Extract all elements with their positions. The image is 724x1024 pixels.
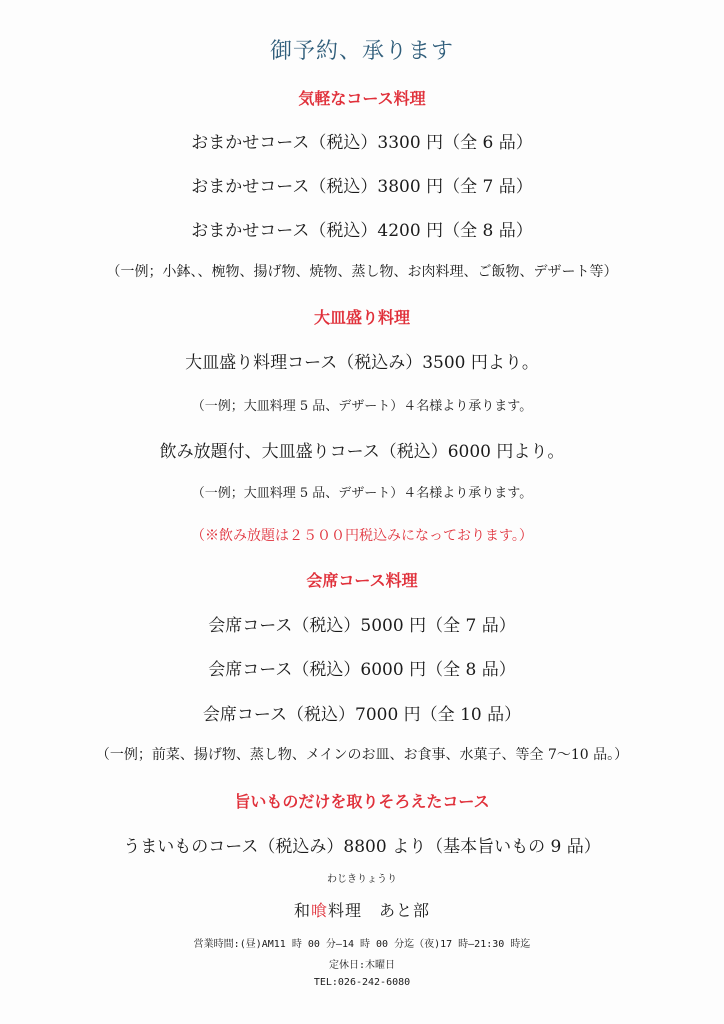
shop-name-accent: 喰 bbox=[310, 901, 328, 920]
page-title: 御予約、承ります bbox=[269, 39, 454, 64]
course-note-kaiseki: （一例；前菜、揚げ物、蒸し物、メインのお皿、お食事、水菓子、等全 7～10 品。） bbox=[95, 747, 629, 763]
business-hours: 営業時間:(昼)AM11 時 00 分—14 時 00 分迄（夜)17 時—21:30 時迄 bbox=[193, 939, 531, 950]
section-heading-kaiseki: 会席コース料理 bbox=[306, 571, 418, 590]
course-item-kaiseki-3: 会席コース（税込）7000 円（全 10 品） bbox=[202, 705, 522, 725]
course-note-platter-2: （一例；大皿料理 5 品、デザート）４名様より承ります。 bbox=[191, 486, 533, 501]
shop-name-part2: 料理 あと部 bbox=[328, 901, 431, 920]
course-item-kaiseki-1: 会席コース（税込）5000 円（全 7 品） bbox=[208, 616, 516, 636]
section-heading-umai: 旨いものだけを取りそろえたコース bbox=[234, 792, 490, 811]
drink-price-note: （※飲み放題は２５００円税込みになっております。） bbox=[191, 528, 533, 544]
course-item-kaiseki-2: 会席コース（税込）6000 円（全 8 品） bbox=[208, 660, 516, 680]
shop-name-part1: 和 bbox=[293, 901, 311, 920]
course-note-platter-1: （一例；大皿料理 5 品、デザート）４名様より承ります。 bbox=[191, 399, 533, 414]
section-heading-platter: 大皿盛り料理 bbox=[313, 308, 410, 327]
section-heading-casual: 気軽なコース料理 bbox=[298, 89, 426, 108]
course-note-casual: （一例；小鉢、、椀物、揚げ物、焼物、蒸し物、お肉料理、ご飯物、デザート等） bbox=[106, 264, 618, 280]
closed-day: 定休日:木曜日 bbox=[328, 960, 396, 971]
course-item-umai: うまいものコース（税込み）8800 より（基本旨いもの 9 品） bbox=[123, 837, 601, 857]
course-item-platter-1: 大皿盛り料理コース（税込み）3500 円より。 bbox=[185, 353, 539, 373]
shop-name bbox=[0, 898, 724, 921]
course-item-casual-1: おまかせコース（税込）3300 円（全 6 品） bbox=[191, 133, 533, 153]
shop-name-reading: わじきりょうり bbox=[327, 874, 397, 885]
course-item-casual-3: おまかせコース（税込）4200 円（全 8 品） bbox=[191, 221, 533, 241]
course-item-casual-2: おまかせコース（税込）3800 円（全 7 品） bbox=[191, 177, 533, 197]
course-item-platter-2: 飲み放題付、大皿盛りコース（税込）6000 円より。 bbox=[159, 442, 565, 462]
phone-number: TEL:026-242-6080 bbox=[313, 977, 411, 988]
